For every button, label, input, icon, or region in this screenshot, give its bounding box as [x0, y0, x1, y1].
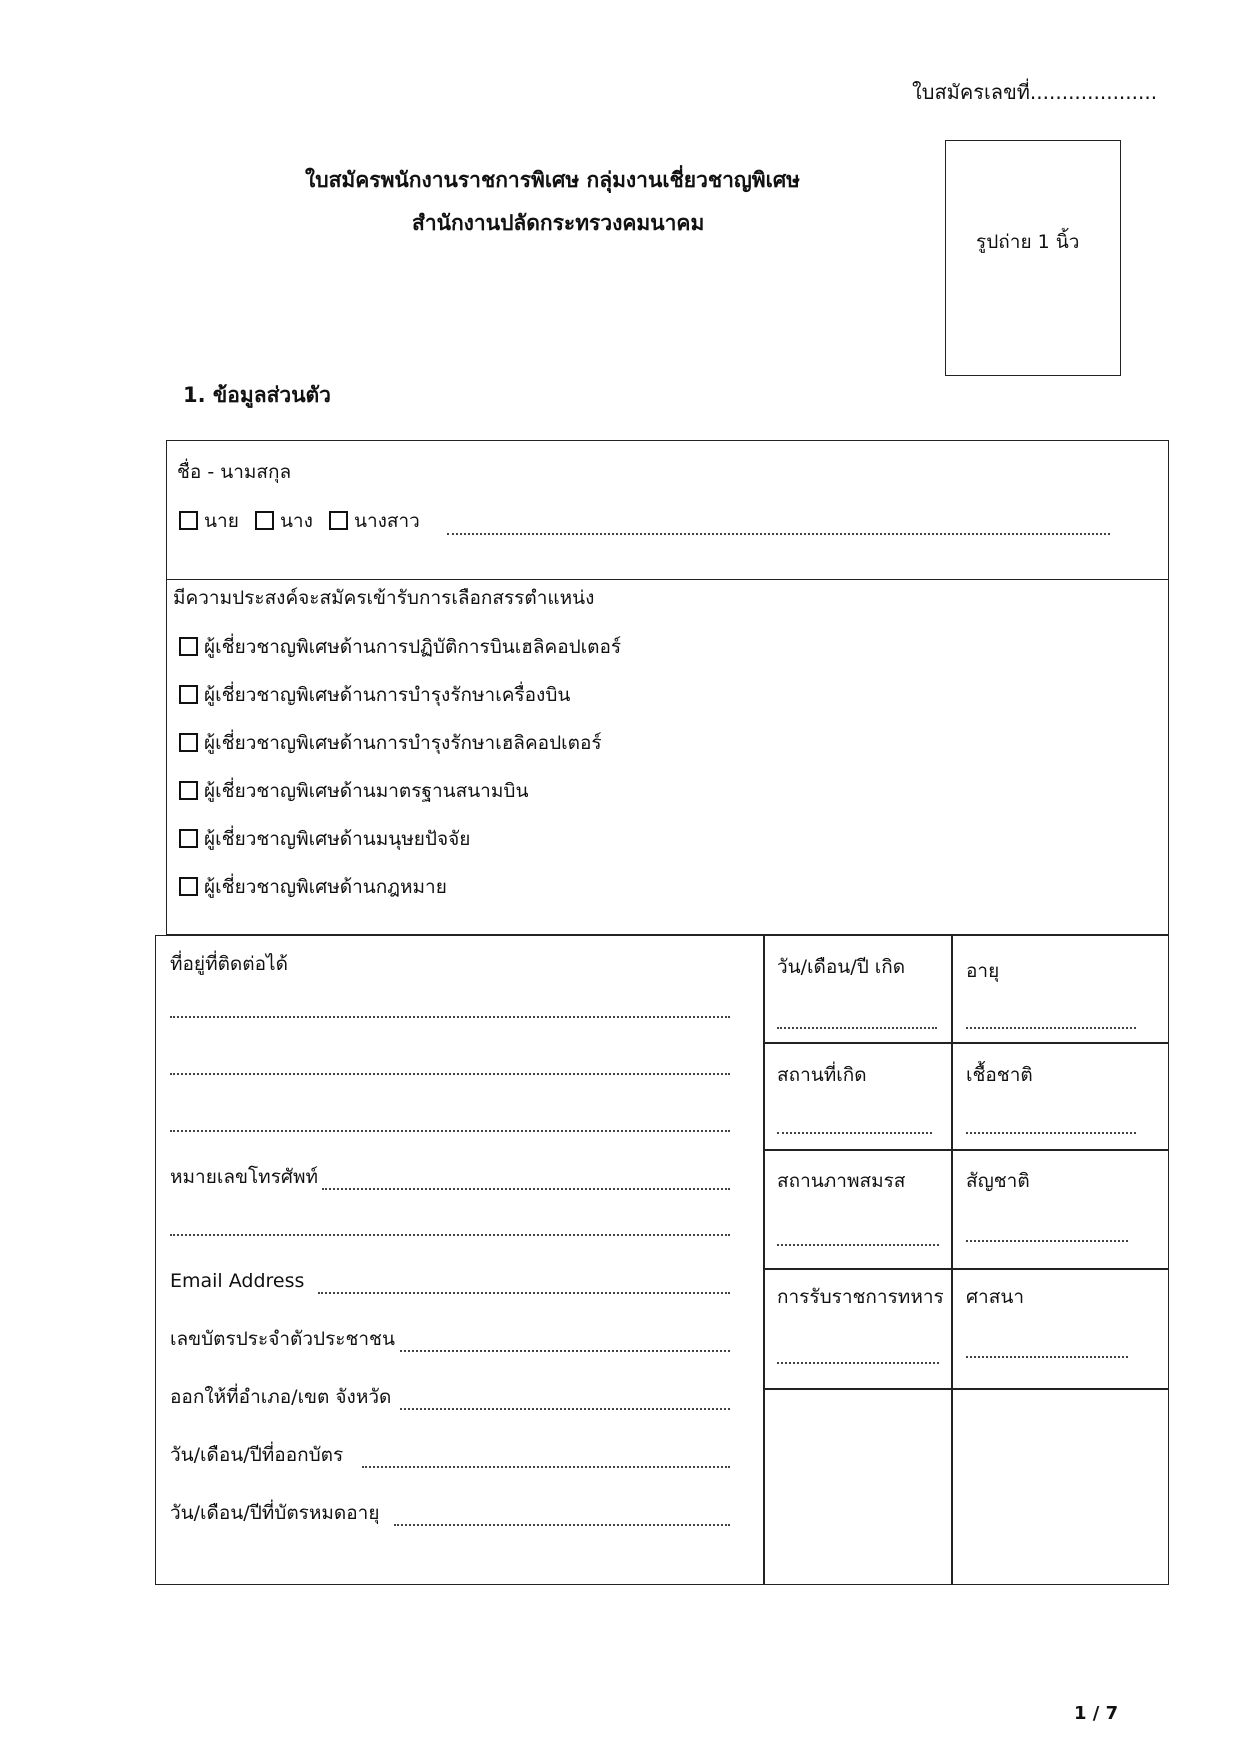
military-service-input-line[interactable]: [777, 1362, 939, 1364]
checkbox-position-1[interactable]: [179, 637, 198, 656]
age-label: อายุ: [966, 960, 1000, 982]
name-section: [166, 440, 1169, 580]
title-options: [179, 511, 420, 531]
ethnicity-input-line[interactable]: [966, 1132, 1136, 1134]
issue-date-label: วัน/เดือน/ปีที่ออกบัตร: [170, 1444, 344, 1466]
form-title-line2: สำนักงานปลัดกระทรวงคมนาคม: [412, 211, 705, 235]
details-table: [155, 935, 1169, 1585]
phone-input-line[interactable]: [322, 1188, 730, 1190]
nationality-label: สัญชาติ: [966, 1170, 1030, 1192]
issued-at-label: ออกให้ที่อำเภอ/เขต จังหวัด: [170, 1386, 392, 1408]
checkbox-mr[interactable]: [179, 511, 198, 530]
name-label: ชื่อ - นามสกุล: [177, 461, 292, 483]
email-label: Email Address: [170, 1270, 305, 1292]
photo-box[interactable]: [945, 140, 1121, 376]
positions-section: [166, 569, 1169, 935]
checkbox-position-6[interactable]: [179, 877, 198, 896]
age-input-line[interactable]: [966, 1027, 1136, 1029]
page-number: 1 / 7: [1074, 1703, 1119, 1724]
position-option: ผู้เชี่ยวชาญพิเศษด้านการบำรุงรักษาเฮลิคอปเตอร์: [179, 733, 602, 753]
expiry-date-label: วัน/เดือน/ปีที่บัตรหมดอายุ: [170, 1502, 380, 1524]
option-mrs: นาง: [279, 510, 313, 532]
id-card-input-line[interactable]: [400, 1350, 730, 1352]
positions-label: มีความประสงค์จะสมัครเข้ารับการเลือกสรรตำแหน่ง: [173, 587, 595, 609]
birth-date-label: วัน/เดือน/ปี เกิด: [777, 956, 906, 978]
religion-label: ศาสนา: [966, 1286, 1024, 1308]
address-line-2[interactable]: [170, 1073, 730, 1075]
checkbox-position-3[interactable]: [179, 733, 198, 752]
phone-input-line-2[interactable]: [170, 1234, 730, 1236]
birth-place-input-line[interactable]: [777, 1132, 932, 1134]
option-miss: นางสาว: [353, 510, 420, 532]
ethnicity-label: เชื้อชาติ: [966, 1064, 1033, 1086]
position-option: ผู้เชี่ยวชาญพิเศษด้านการปฏิบัติการบินเฮลิคอปเตอร์: [179, 637, 621, 657]
position-option: ผู้เชี่ยวชาญพิเศษด้านกฎหมาย: [179, 877, 447, 897]
military-service-label: การรับราชการทหาร: [777, 1286, 944, 1308]
expiry-date-input-line[interactable]: [394, 1524, 730, 1526]
address-line-1[interactable]: [170, 1016, 730, 1018]
application-number: ใบสมัครเลขที่....................: [912, 80, 1158, 104]
nationality-input-line[interactable]: [966, 1240, 1128, 1242]
option-mr: นาย: [204, 510, 239, 532]
address-line-3[interactable]: [170, 1130, 730, 1132]
id-card-label: เลขบัตรประจำตัวประชาชน: [170, 1328, 395, 1350]
checkbox-mrs[interactable]: [255, 511, 274, 530]
checkbox-position-4[interactable]: [179, 781, 198, 800]
checkbox-position-2[interactable]: [179, 685, 198, 704]
issue-date-input-line[interactable]: [362, 1466, 730, 1468]
form-title-line1: ใบสมัครพนักงานราชการพิเศษ กลุ่มงานเชี่ยวชาญพิเศษ: [305, 168, 800, 192]
email-input-line[interactable]: [318, 1292, 730, 1294]
marital-status-input-line[interactable]: [777, 1244, 939, 1246]
address-label: ที่อยู่ที่ติดต่อได้: [170, 953, 288, 975]
religion-input-line[interactable]: [966, 1356, 1128, 1358]
position-option: ผู้เชี่ยวชาญพิเศษด้านมาตรฐานสนามบิน: [179, 781, 528, 801]
photo-label: รูปถ่าย 1 นิ้ว: [976, 231, 1080, 253]
checkbox-miss[interactable]: [329, 511, 348, 530]
birth-place-label: สถานที่เกิด: [777, 1064, 867, 1086]
checkbox-position-5[interactable]: [179, 829, 198, 848]
birth-date-input-line[interactable]: [777, 1027, 937, 1029]
phone-label: หมายเลขโทรศัพท์: [170, 1166, 319, 1188]
marital-status-label: สถานภาพสมรส: [777, 1170, 906, 1192]
name-input-line[interactable]: [447, 533, 1110, 535]
position-option: ผู้เชี่ยวชาญพิเศษด้านมนุษยปัจจัย: [179, 829, 470, 849]
section-heading: 1. ข้อมูลส่วนตัว: [183, 383, 331, 407]
issued-at-input-line[interactable]: [400, 1408, 730, 1410]
position-option: ผู้เชี่ยวชาญพิเศษด้านการบำรุงรักษาเครื่องบิน: [179, 685, 570, 705]
